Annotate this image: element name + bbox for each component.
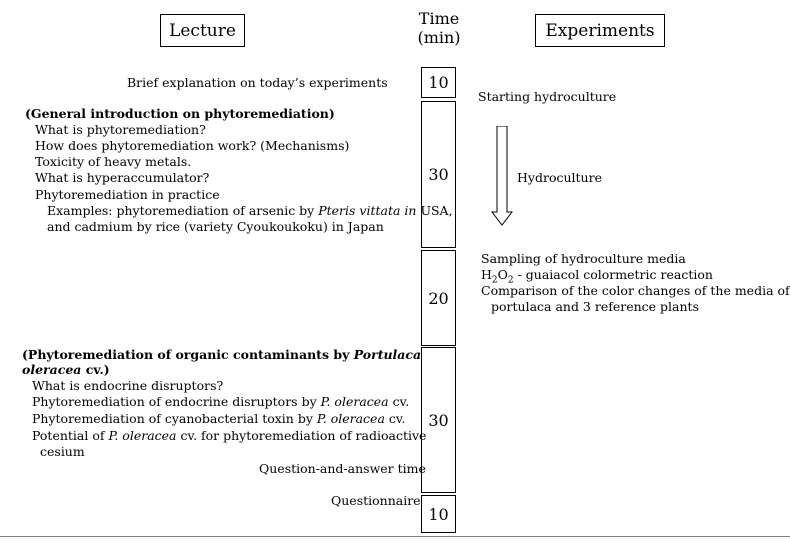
time-segment-2 <box>421 101 456 248</box>
hydroculture-label: Hydroculture <box>517 170 602 185</box>
questionnaire: Questionnaire <box>331 493 421 508</box>
section2-title-part2: cv.) <box>81 362 110 377</box>
section2-item-2 <box>32 394 409 409</box>
example-suffix: USA, <box>416 203 453 218</box>
example-species: Pteris vittata in <box>318 203 417 218</box>
section2-title-line2 <box>22 362 110 377</box>
section2-item-1: What is endocrine disruptors? <box>32 378 224 393</box>
section1-title: (General introduction on phytoremediation) <box>25 106 335 121</box>
time-header-line1: Time <box>418 9 460 28</box>
time-segment-3-value: 20 <box>428 288 449 308</box>
section2-item-2-species: P. oleracea <box>320 394 389 409</box>
time-segment-5 <box>421 495 456 533</box>
example-prefix: Examples: phytoremediation of arsenic by <box>47 203 319 218</box>
comparison-line2: portulaca and 3 reference plants <box>491 299 699 314</box>
time-header <box>410 9 468 47</box>
time-segment-2-value: 30 <box>428 165 449 184</box>
section2-item-4 <box>32 428 426 443</box>
section1-item-2: How does phytoremediation work? (Mechanisms) <box>35 138 350 153</box>
section2-item-4-species: P. oleracea <box>108 428 177 443</box>
section1-example-line1 <box>47 203 453 218</box>
section2-title-line1 <box>22 347 421 362</box>
experiments-header <box>535 14 665 47</box>
section2-item-3-species: P. oleracea <box>316 411 385 426</box>
time-segment-4-value: 30 <box>428 410 449 430</box>
section2-item-3-text: Phytoremediation of cyanobacterial toxin by <box>32 411 317 426</box>
time-segment-4 <box>421 347 456 493</box>
qa-time: Question-and-answer time <box>259 461 426 476</box>
section2-item-2-cv: cv. <box>388 394 410 409</box>
sampling-media: Sampling of hydroculture media <box>481 251 686 266</box>
comparison-line1: Comparison of the color changes of the media of <box>481 283 790 298</box>
guaiacol-reaction: $H_2O_2$ - guaiacol colormetric reaction <box>481 267 713 286</box>
time-segment-1 <box>421 67 456 98</box>
section2-item-3-cv: cv. <box>384 411 406 426</box>
section2-item-4-suffix: cv. for phytoremediation of radioactive <box>176 428 427 443</box>
section2-title-part1: (Phytoremediation of organic contaminants by <box>22 347 354 362</box>
lecture-brief: Brief explanation on today’s experiments <box>127 75 388 90</box>
time-segment-1-value: 10 <box>428 73 449 92</box>
section2-title-species2: oleracea <box>22 362 82 377</box>
time-segment-3 <box>421 250 456 346</box>
section1-example-line2: and cadmium by rice (variety Cyoukoukoku) in Japan <box>47 219 384 234</box>
time-segment-5-value: 10 <box>428 504 449 524</box>
section1-item-3: Toxicity of heavy metals. <box>35 154 192 169</box>
time-header-line2: (min) <box>417 28 461 47</box>
section2-item-4-cont: cesium <box>40 444 85 459</box>
starting-hydroculture: Starting hydroculture <box>478 89 617 104</box>
experiments-header-label: Experiments <box>545 20 655 41</box>
lecture-header-label: Lecture <box>169 20 236 41</box>
section1-item-4: What is hyperaccumulator? <box>35 170 210 185</box>
bottom-divider <box>0 536 790 537</box>
section2-item-2-text: Phytoremediation of endocrine disruptors by <box>32 394 321 409</box>
section2-item-3 <box>32 411 405 426</box>
lecture-header <box>160 14 245 47</box>
section1-item-1: What is phytoremediation? <box>35 122 206 137</box>
section1-item-5: Phytoremediation in practice <box>35 187 220 202</box>
section2-item-4-text: Potential of <box>32 428 109 443</box>
down-arrow-icon <box>491 126 513 226</box>
section2-title-species: Portulaca <box>353 347 422 362</box>
